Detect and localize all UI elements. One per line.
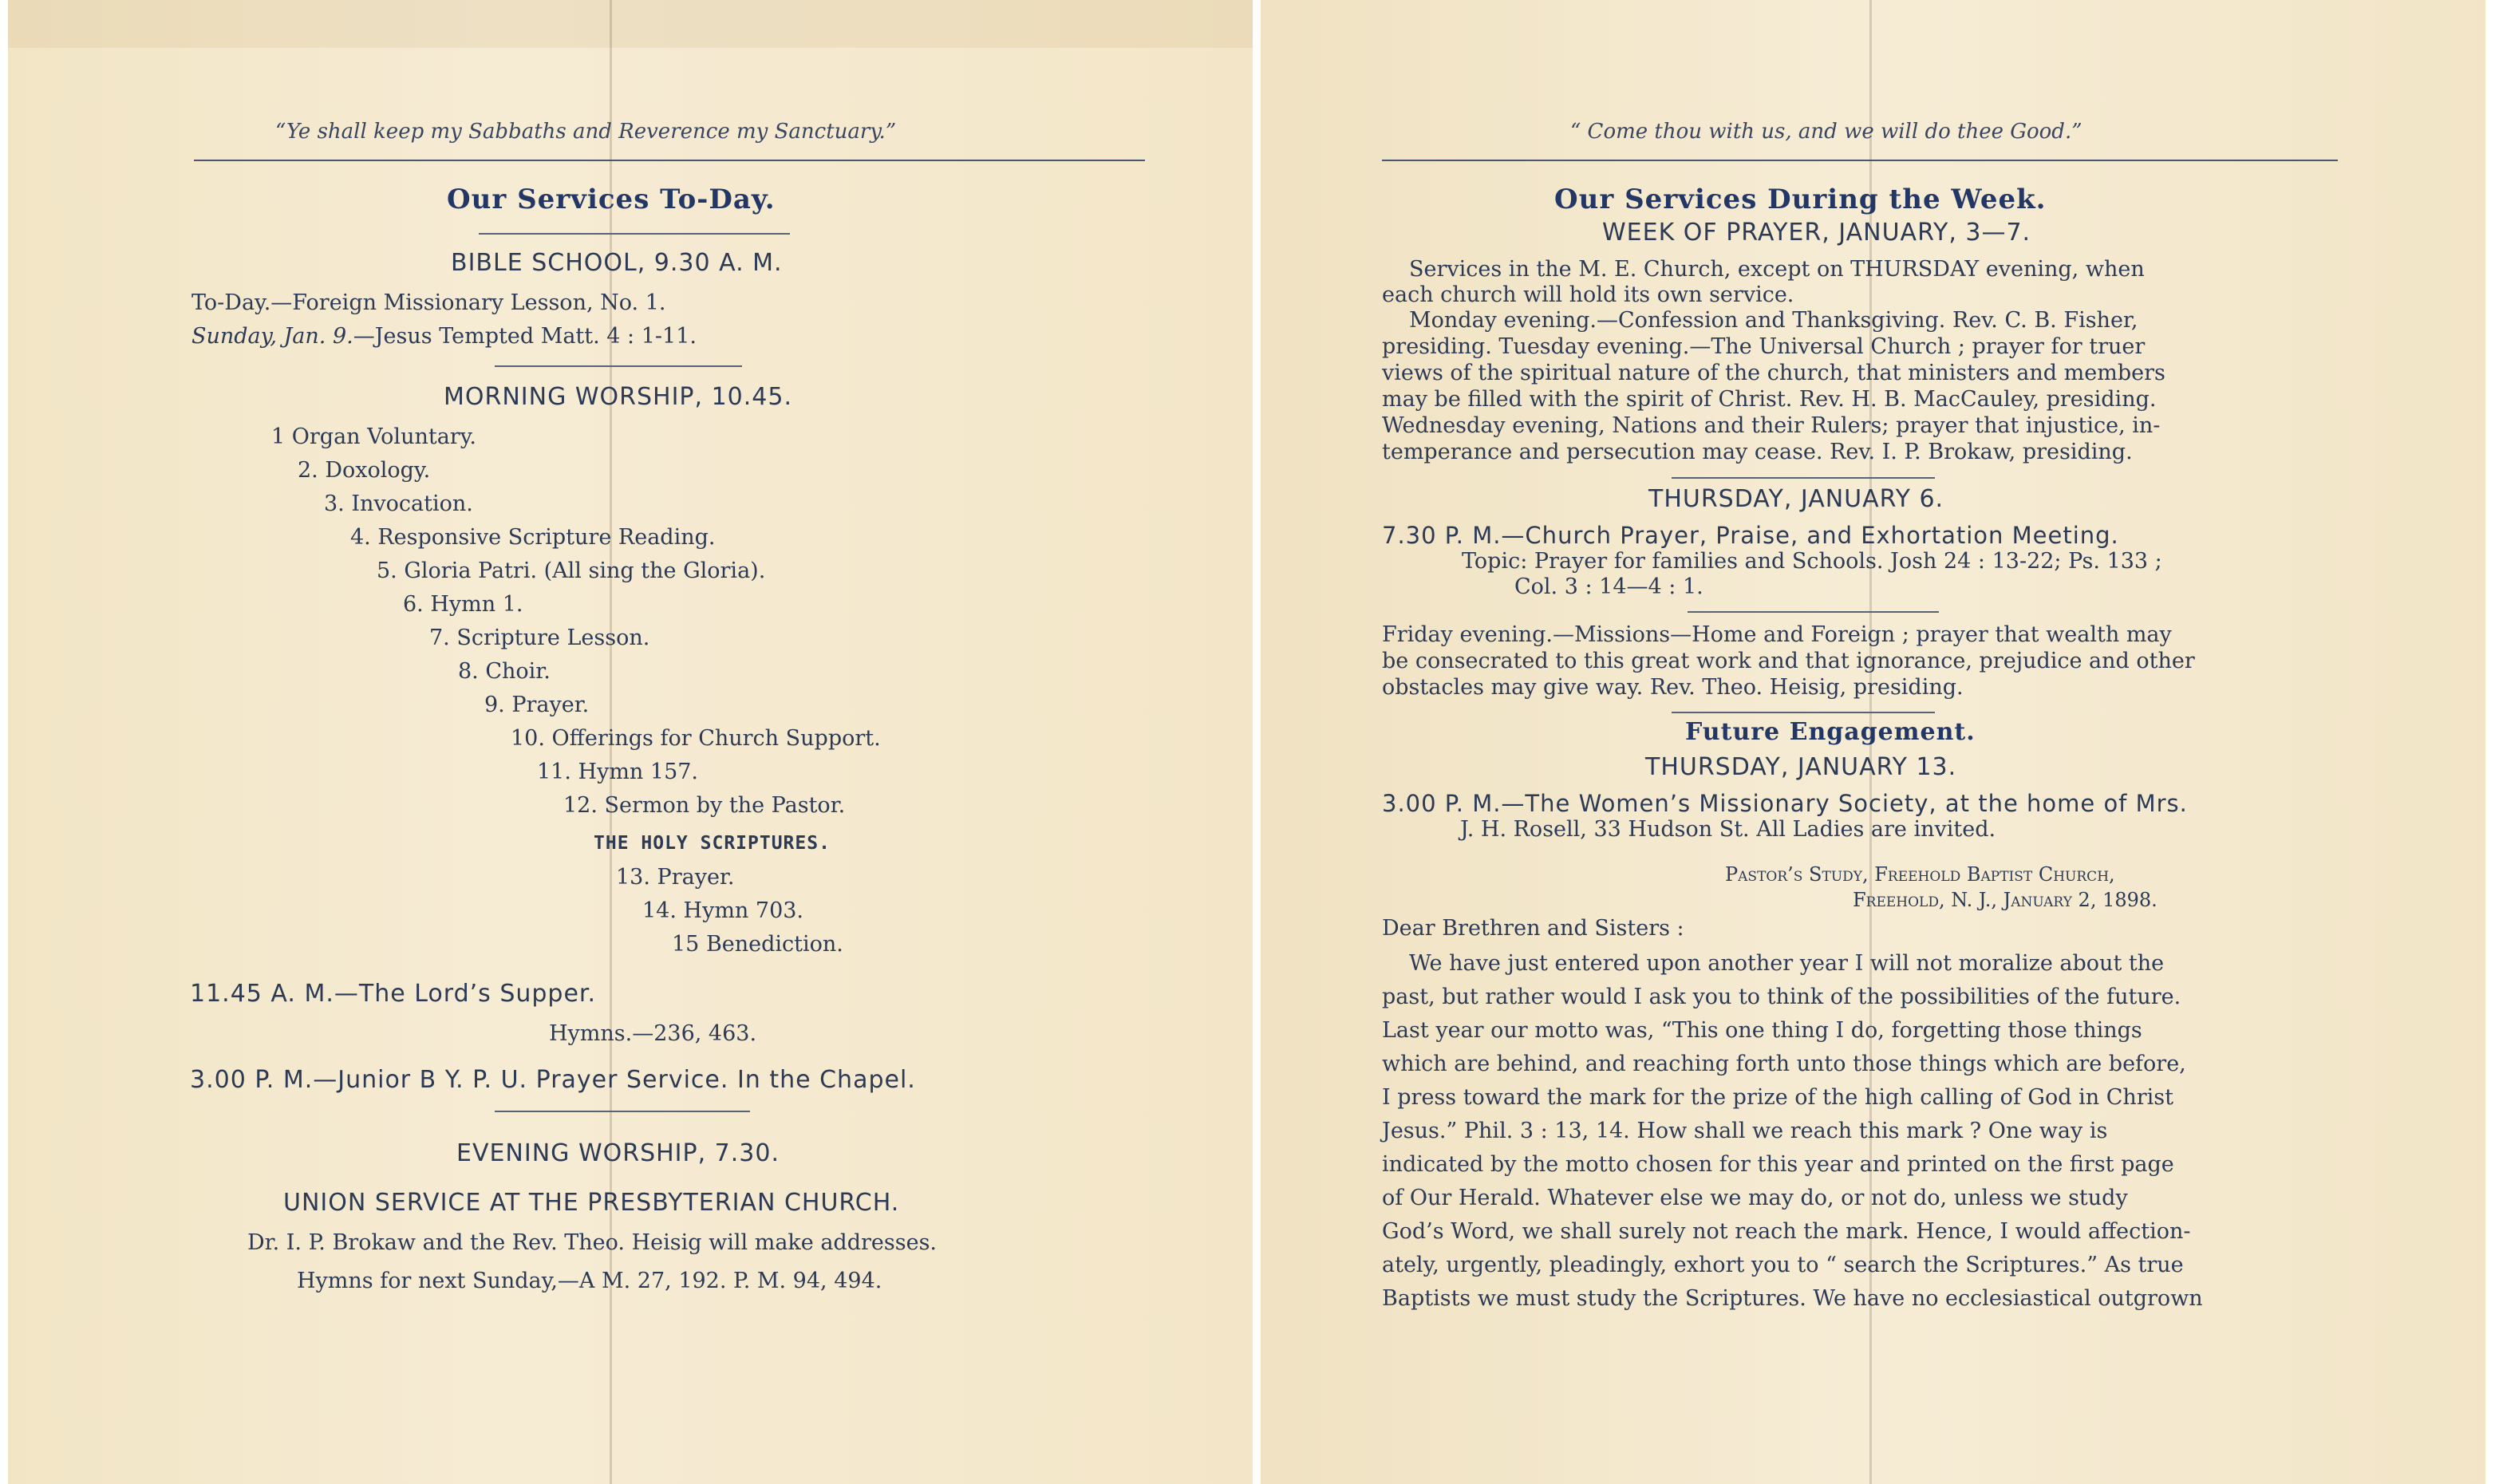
topic-line-2: Col. 3 : 14—4 : 1. bbox=[1514, 574, 1703, 599]
week-of-prayer-heading: WEEK OF PRAYER, JANUARY, 3—7. bbox=[1602, 219, 2031, 247]
evening-addresses: Dr. I. P. Brokaw and the Rev. Theo. Heisig will make addresses. bbox=[247, 1230, 938, 1255]
letter-line-11: Baptists we must study the Scriptures. We have no ecclesiastical outgrown bbox=[1382, 1286, 2203, 1311]
order-item-12: 12. Sermon by the Pastor. bbox=[563, 793, 846, 818]
womens-missionary-line-2: J. H. Rosell, 33 Hudson St. All Ladies are invited. bbox=[1460, 817, 1996, 842]
week-line-4: presiding. Tuesday evening.—The Universal Church ; prayer for truer bbox=[1382, 334, 2146, 359]
order-item-7: 7. Scripture Lesson. bbox=[429, 626, 650, 650]
left-title-rule bbox=[479, 233, 790, 235]
thursday-jan6-heading: THURSDAY, JANUARY 6. bbox=[1648, 485, 1944, 513]
right-motto: “ Come thou with us, and we will do thee Good.” bbox=[1570, 120, 2082, 144]
week-line-1: Services in the M. E. Church, except on THURSDAY evening, when bbox=[1409, 257, 2145, 282]
order-item-1: 1 Organ Voluntary. bbox=[271, 424, 476, 449]
junior-rule bbox=[495, 1111, 750, 1112]
order-item-10: 10. Offerings for Church Support. bbox=[511, 726, 881, 751]
letter-salutation: Dear Brethren and Sisters : bbox=[1382, 916, 1684, 941]
lords-supper: 11.45 A. M.—The Lord’s Supper. bbox=[190, 980, 597, 1008]
order-item-6: 6. Hymn 1. bbox=[403, 592, 523, 617]
order-item-8: 8. Choir. bbox=[458, 659, 551, 684]
friday-line-3: obstacles may give way. Rev. Theo. Heisig, presiding. bbox=[1382, 675, 1964, 700]
left-title: Our Services To-Day. bbox=[447, 184, 776, 215]
womens-missionary-line-1: 3.00 P. M.—The Women’s Missionary Society, at the home of Mrs. bbox=[1382, 790, 2188, 817]
letter-place-2: Freehold, N. J., January 2, 1898. bbox=[1853, 889, 2157, 911]
future-engagement-title: Future Engagement. bbox=[1685, 718, 1976, 746]
union-service: UNION SERVICE AT THE PRESBYTERIAN CHURCH. bbox=[283, 1189, 900, 1217]
order-item-13: 13. Prayer. bbox=[616, 865, 735, 890]
bible-school-today: To-Day.—Foreign Missionary Lesson, No. 1. bbox=[191, 290, 666, 315]
bible-school-rule bbox=[495, 365, 742, 367]
letter-line-3: Last year our motto was, “This one thing I do, forgetting those things bbox=[1382, 1018, 2142, 1043]
evening-worship-heading: EVENING WORSHIP, 7.30. bbox=[456, 1139, 780, 1167]
week-line-6: may be filled with the spirit of Christ. Rev. H. B. MacCauley, presiding. bbox=[1382, 387, 2157, 412]
friday-rule bbox=[1672, 712, 1935, 713]
letter-line-6: Jesus.” Phil. 3 : 13, 14. How shall we reach this mark ? One way is bbox=[1382, 1119, 2108, 1143]
order-item-9: 9. Prayer. bbox=[484, 693, 590, 717]
week-line-7: Wednesday evening, Nations and their Rulers; prayer that injustice, in- bbox=[1382, 413, 2161, 438]
thursday-rule bbox=[1688, 611, 1939, 613]
right-header-rule bbox=[1382, 160, 2338, 161]
sermon-subject: THE HOLY SCRIPTURES. bbox=[594, 833, 831, 854]
left-header-rule bbox=[194, 160, 1145, 161]
week-line-8: temperance and persecution may cease. Rev. I. P. Brokaw, presiding. bbox=[1382, 440, 2133, 464]
order-item-15: 15 Benediction. bbox=[672, 932, 843, 957]
letter-line-2: past, but rather would I ask you to think of the possibilities of the future. bbox=[1382, 985, 2181, 1009]
edge-stain bbox=[8, 0, 1253, 48]
thursday-meeting: 7.30 P. M.—Church Prayer, Praise, and Exhortation Meeting. bbox=[1382, 522, 2119, 549]
bible-school-next-lesson: —Jesus Tempted Matt. 4 : 1-11. bbox=[353, 324, 697, 349]
left-motto: “Ye shall keep my Sabbaths and Reverence my Sanctuary.” bbox=[275, 120, 897, 144]
junior-byp-service: 3.00 P. M.—Junior B Y. P. U. Prayer Service. In the Chapel. bbox=[190, 1066, 916, 1094]
order-item-5: 5. Gloria Patri. (All sing the Gloria). bbox=[377, 558, 766, 583]
week-line-5: views of the spiritual nature of the church, that ministers and members bbox=[1382, 361, 2165, 385]
letter-line-7: indicated by the motto chosen for this year and printed on the first page bbox=[1382, 1152, 2174, 1177]
order-item-11: 11. Hymn 157. bbox=[537, 760, 699, 784]
morning-worship-heading: MORNING WORSHIP, 10.45. bbox=[444, 383, 793, 411]
letter-line-9: God’s Word, we shall surely not reach the mark. Hence, I would affection- bbox=[1382, 1219, 2191, 1244]
letter-place-1: Pastor’s Study, Freehold Baptist Church, bbox=[1725, 863, 2115, 886]
lords-supper-hymns: Hymns.—236, 463. bbox=[549, 1021, 757, 1046]
order-item-14: 14. Hymn 703. bbox=[642, 898, 804, 923]
order-item-3: 3. Invocation. bbox=[324, 491, 473, 516]
thursday-jan13-heading: THURSDAY, JANUARY 13. bbox=[1645, 753, 1957, 781]
friday-line-1: Friday evening.—Missions—Home and Foreign ; prayer that wealth may bbox=[1382, 622, 2172, 647]
week-rule bbox=[1672, 477, 1935, 479]
letter-line-10: ately, urgently, pleadingly, exhort you to “ search the Scriptures.” As true bbox=[1382, 1253, 2184, 1277]
bible-school-heading: BIBLE SCHOOL, 9.30 A. M. bbox=[451, 249, 783, 277]
order-item-2: 2. Doxology. bbox=[298, 458, 431, 483]
topic-line-1: Topic: Prayer for families and Schools. Josh 24 : 13-22; Ps. 133 ; bbox=[1462, 549, 2162, 574]
bible-school-next-date: Sunday, Jan. 9. bbox=[191, 324, 353, 349]
letter-line-4: which are behind, and reaching forth unto those things which are before, bbox=[1382, 1052, 2186, 1076]
letter-line-5: I press toward the mark for the prize of the high calling of God in Christ bbox=[1382, 1085, 2174, 1110]
friday-line-2: be consecrated to this great work and that ignorance, prejudice and other bbox=[1382, 649, 2195, 673]
order-item-4: 4. Responsive Scripture Reading. bbox=[350, 525, 716, 550]
week-line-2: each church will hold its own service. bbox=[1382, 282, 1794, 307]
bible-school-next bbox=[191, 324, 697, 349]
letter-line-1: We have just entered upon another year I will not moralize about the bbox=[1409, 951, 2165, 976]
right-title: Our Services During the Week. bbox=[1554, 184, 2047, 215]
week-line-3: Monday evening.—Confession and Thanksgiving. Rev. C. B. Fisher, bbox=[1409, 308, 2138, 333]
letter-line-8: of Our Herald. Whatever else we may do, or not do, unless we study bbox=[1382, 1186, 2128, 1210]
next-sunday-hymns: Hymns for next Sunday,—A M. 27, 192. P. M. 94, 494. bbox=[297, 1269, 882, 1293]
